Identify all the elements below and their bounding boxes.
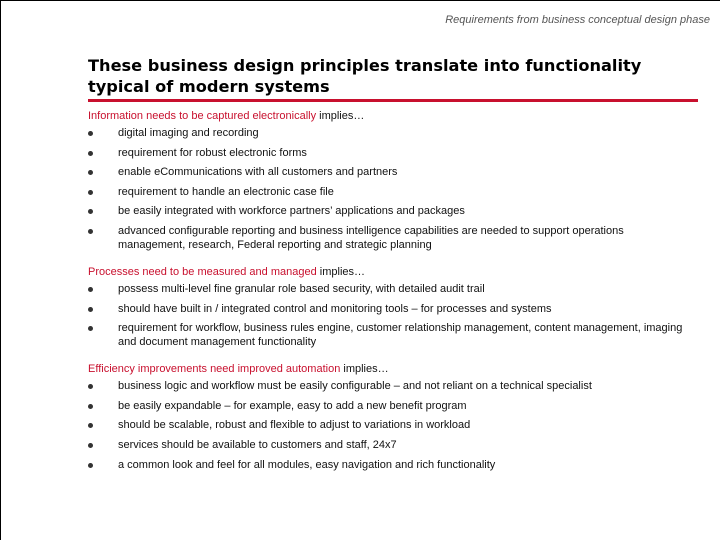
list-item-text: services should be available to customers and staff, 24x7 [118, 438, 397, 451]
list-item-text: requirement for robust electronic forms [118, 146, 307, 159]
section-heading [88, 265, 688, 279]
section-heading-suffix: implies… [316, 110, 365, 122]
list-item [88, 224, 688, 252]
list-item [88, 321, 688, 349]
section-processes [88, 265, 688, 349]
list-item [88, 165, 688, 179]
frame-left-border [0, 0, 1, 540]
list-item [88, 399, 688, 413]
frame-top-border [0, 0, 720, 1]
bullet-list [88, 282, 688, 349]
section-information [88, 109, 688, 252]
list-item [88, 379, 688, 393]
list-item-text: business logic and workflow must be easily configurable – and not reliant on a technical specialist [118, 380, 592, 393]
list-item [88, 185, 688, 199]
section-heading-emphasis: Information needs to be captured electronically [88, 110, 317, 122]
list-item [88, 204, 688, 218]
list-item-text: possess multi-level fine granular role based security, with detailed audit trail [118, 282, 485, 295]
list-item-text: a common look and feel for all modules, easy navigation and rich functionality [118, 458, 496, 471]
list-item-text: requirement for workflow, business rules engine, customer relationship management, content management, imaging and document management functionality [118, 322, 683, 349]
bullet-icon [88, 209, 93, 214]
bullet-icon [88, 326, 93, 331]
list-item-text: should have built in / integrated control and monitoring tools – for processes and systems [118, 302, 552, 315]
section-heading-emphasis: Processes need to be measured and managed [88, 265, 317, 278]
bullet-icon [88, 170, 93, 175]
bullet-icon [88, 307, 93, 312]
list-item [88, 458, 688, 472]
list-item-text: requirement to handle an electronic case file [118, 185, 334, 198]
title-rule [88, 99, 698, 102]
list-item-text: be easily expandable – for example, easy to add a new benefit program [118, 399, 467, 412]
section-heading-suffix: implies… [316, 265, 366, 278]
bullet-list [88, 379, 688, 471]
bullet-icon [88, 463, 93, 468]
list-item [88, 146, 688, 160]
bullet-icon [88, 423, 93, 428]
bullet-icon [88, 151, 93, 156]
section-heading [88, 109, 688, 123]
bullet-icon [88, 131, 93, 136]
bullet-icon [88, 229, 93, 234]
list-item-text: advanced configurable reporting and business intelligence capabilities are needed to support operations management, research, Federal reporting and strategic planning [118, 224, 624, 251]
bullet-list [88, 126, 688, 252]
section-heading-emphasis: Efficiency improvements need improved automation [88, 363, 341, 376]
slide-title: These business design principles translate into functionality typical of modern systems [88, 56, 642, 96]
content [88, 109, 688, 485]
list-item-text: enable eCommunications with all customers and partners [118, 166, 398, 179]
section-heading-suffix: implies… [340, 363, 389, 376]
section-efficiency [88, 362, 688, 471]
list-item-text: be easily integrated with workforce partners’ applications and packages [118, 205, 465, 218]
list-item-text: digital imaging and recording [118, 127, 259, 139]
list-item [88, 302, 688, 316]
list-item [88, 418, 688, 432]
list-item-text: should be scalable, robust and flexible to adjust to variations in workload [118, 419, 471, 432]
bullet-icon [88, 287, 93, 292]
list-item [88, 438, 688, 452]
bullet-icon [88, 190, 93, 195]
section-heading [88, 362, 688, 376]
bullet-icon [88, 384, 93, 389]
bullet-icon [88, 443, 93, 448]
bullet-icon [88, 404, 93, 409]
list-item [88, 282, 688, 296]
header-note: Requirements from business conceptual design phase [445, 14, 710, 26]
list-item [88, 126, 688, 140]
